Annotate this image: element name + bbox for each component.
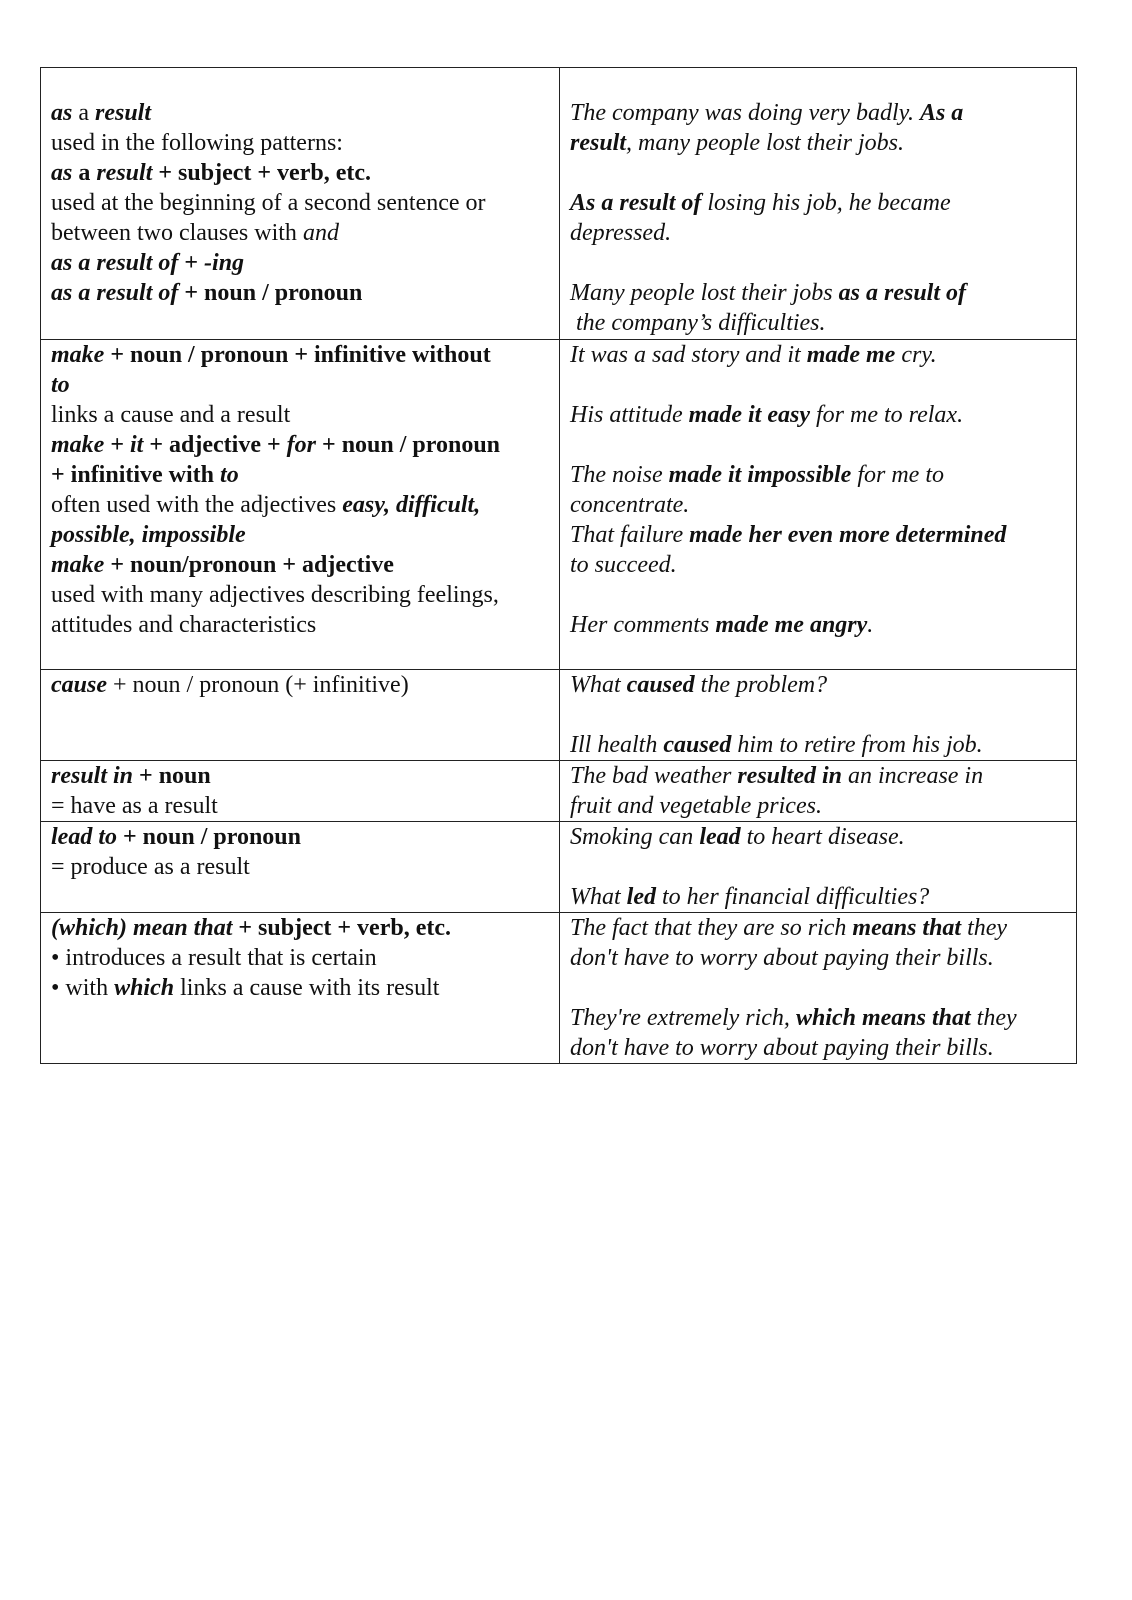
pattern-line: [51, 490, 549, 520]
pattern-line: [51, 913, 549, 943]
example-line: [570, 218, 1070, 248]
pattern-line: [51, 761, 549, 791]
text-segment: and: [302, 220, 339, 246]
example-line: [570, 580, 1070, 610]
text-segment: caused: [626, 672, 695, 698]
pattern-line: [51, 943, 549, 973]
example-line: [570, 400, 1070, 430]
cell-example-0: [560, 68, 1077, 340]
cell-pattern-0: [41, 68, 560, 340]
pattern-line: [51, 852, 549, 882]
pattern-line: [51, 188, 549, 218]
cell-example-1: [560, 340, 1077, 670]
text-segment: depressed.: [570, 220, 672, 246]
text-segment: between two clauses with: [51, 220, 303, 246]
example-line: [570, 520, 1070, 550]
text-segment: to her financial difficulties?: [656, 884, 930, 910]
text-segment: it: [130, 432, 144, 458]
example-line: [570, 882, 1070, 912]
text-segment: + noun / pronoun: [316, 432, 501, 458]
example-line: [570, 460, 1070, 490]
text-segment: links a cause with its result: [174, 975, 440, 1001]
text-segment: lead to: [51, 824, 117, 850]
pattern-line: [51, 520, 549, 550]
text-segment: as a result of: [51, 280, 179, 306]
text-segment: • with: [51, 975, 115, 1001]
example-line: [570, 730, 1070, 760]
pattern-line: [51, 158, 549, 188]
text-segment: • introduces a result that is certain: [51, 945, 377, 971]
example-line: [570, 128, 1070, 158]
example-line: [570, 791, 1070, 821]
example-line: [570, 248, 1070, 278]
text-segment: an increase in: [842, 763, 984, 789]
pattern-line: [51, 370, 549, 400]
text-segment: a: [72, 100, 95, 126]
text-segment: to: [51, 372, 70, 398]
text-segment: which means that: [795, 1005, 971, 1031]
text-segment: made me: [806, 342, 896, 368]
text-segment: + noun/pronoun + adjective: [104, 552, 394, 578]
pattern-line: [51, 400, 549, 430]
text-segment: the problem?: [694, 672, 828, 698]
text-segment: links a cause and a result: [51, 402, 291, 428]
text-segment: for me to relax.: [809, 402, 964, 428]
text-segment: What: [570, 672, 627, 698]
pattern-line: [51, 430, 549, 460]
text-segment: result: [96, 160, 153, 186]
pattern-line: [51, 550, 549, 580]
text-segment: result: [95, 100, 152, 126]
text-segment: , many people lost their jobs.: [626, 130, 904, 156]
text-segment: often used with the adjectives: [51, 492, 343, 518]
grammar-table: [40, 67, 1077, 1064]
text-segment: easy, difficult,: [342, 492, 481, 518]
example-line: [570, 278, 1070, 308]
text-segment: a: [72, 160, 97, 186]
text-segment: cry.: [895, 342, 937, 368]
cell-pattern-4: [41, 822, 560, 913]
example-line: [570, 340, 1070, 370]
text-segment: + subject + verb, etc.: [232, 915, 451, 941]
text-segment: = produce as a result: [51, 854, 250, 880]
text-segment: + noun / pronoun: [117, 824, 301, 850]
text-segment: make: [51, 432, 105, 458]
cell-example-5: [560, 913, 1077, 1064]
text-segment: Ill health: [570, 732, 664, 758]
text-segment: him to retire from his job.: [731, 732, 983, 758]
text-segment: Many people lost their jobs: [570, 280, 839, 306]
text-segment: the company’s difficulties.: [570, 310, 826, 336]
text-segment: Smoking can: [570, 824, 700, 850]
text-segment: The noise: [570, 462, 669, 488]
text-segment: used with many adjectives describing feelings,: [51, 582, 499, 608]
text-segment: (which) mean that: [51, 915, 233, 941]
text-segment: as: [51, 160, 73, 186]
pattern-line: [51, 218, 549, 248]
text-segment: Her comments: [570, 612, 716, 638]
pattern-line: [51, 98, 549, 128]
text-segment: As a: [919, 100, 964, 126]
cell-pattern-3: [41, 761, 560, 822]
example-line: [570, 1033, 1070, 1063]
cell-pattern-5: [41, 913, 560, 1064]
example-line: [570, 610, 1070, 640]
text-segment: The bad weather: [570, 763, 738, 789]
text-segment: made me angry: [715, 612, 868, 638]
example-line: [570, 308, 1070, 338]
table-row: [41, 68, 1077, 340]
pattern-line: [51, 340, 549, 370]
example-line: [570, 550, 1070, 580]
text-segment: caused: [663, 732, 732, 758]
text-segment: as a result of: [51, 250, 179, 276]
example-line: [570, 700, 1070, 730]
example-line: [570, 973, 1070, 1003]
text-segment: made her even more determined: [689, 522, 1007, 548]
text-segment: = have as a result: [51, 793, 218, 819]
text-segment: + noun / pronoun + infinitive without: [104, 342, 491, 368]
table-row: [41, 822, 1077, 913]
table-row: [41, 670, 1077, 761]
example-line: [570, 158, 1070, 188]
pattern-line: [51, 610, 549, 640]
example-line: [570, 943, 1070, 973]
pattern-line: [51, 791, 549, 821]
text-segment: to heart disease.: [740, 824, 905, 850]
text-segment: It was a sad story and it: [570, 342, 807, 368]
text-segment: cause: [51, 672, 107, 698]
table-row: [41, 761, 1077, 822]
text-segment: result in: [51, 763, 134, 789]
example-line: [570, 761, 1070, 791]
example-line: [570, 98, 1070, 128]
example-line: [570, 822, 1070, 852]
text-segment: which: [114, 975, 175, 1001]
cell-pattern-2: [41, 670, 560, 761]
pattern-line: [51, 580, 549, 610]
text-segment: for: [286, 432, 317, 458]
text-segment: -ing: [204, 250, 245, 276]
text-segment: + noun: [133, 763, 211, 789]
text-segment: led: [626, 884, 656, 910]
example-line: [570, 670, 1070, 700]
text-segment: concentrate.: [570, 492, 690, 518]
text-segment: made it easy: [688, 402, 810, 428]
text-segment: + infinitive with: [51, 462, 221, 488]
text-segment: don't have to worry about paying their bills.: [570, 945, 994, 971]
text-segment: losing his job, he became: [701, 190, 951, 216]
text-segment: attitudes and characteristics: [51, 612, 317, 638]
text-segment: As a result of: [570, 190, 702, 216]
text-segment: The company was doing very badly.: [570, 100, 920, 126]
text-segment: they: [970, 1005, 1017, 1031]
pattern-line: [51, 670, 549, 700]
text-segment: lead: [699, 824, 741, 850]
pattern-line: [51, 248, 549, 278]
text-segment: to succeed.: [570, 552, 677, 578]
text-segment: What: [570, 884, 627, 910]
text-segment: make: [51, 552, 105, 578]
text-segment: as a result of: [838, 280, 966, 306]
text-segment: means that: [852, 915, 962, 941]
grammar-table-body: [41, 68, 1077, 1064]
text-segment: as: [51, 100, 73, 126]
text-segment: don't have to worry about paying their bills.: [570, 1035, 994, 1061]
cell-pattern-1: [41, 340, 560, 670]
text-segment: + adjective +: [143, 432, 287, 458]
text-segment: they: [961, 915, 1008, 941]
cell-example-4: [560, 822, 1077, 913]
text-segment: made it impossible: [668, 462, 852, 488]
cell-example-2: [560, 670, 1077, 761]
cell-example-3: [560, 761, 1077, 822]
text-segment: result: [570, 130, 627, 156]
example-line: [570, 913, 1070, 943]
text-segment: possible, impossible: [51, 522, 246, 548]
text-segment: That failure: [570, 522, 690, 548]
example-line: [570, 1003, 1070, 1033]
pattern-line: [51, 278, 549, 308]
text-segment: for me to: [851, 462, 945, 488]
text-segment: His attitude: [570, 402, 689, 428]
text-segment: The fact that they are so rich: [570, 915, 853, 941]
example-line: [570, 430, 1070, 460]
example-line: [570, 370, 1070, 400]
table-row: [41, 913, 1077, 1064]
example-line: [570, 852, 1070, 882]
text-segment: + noun / pronoun (+ infinitive): [107, 672, 409, 698]
text-segment: + subject + verb, etc.: [152, 160, 371, 186]
text-segment: + noun / pronoun: [178, 280, 363, 306]
pattern-line: [51, 822, 549, 852]
text-segment: resulted in: [737, 763, 843, 789]
pattern-line: [51, 973, 549, 1003]
text-segment: used at the beginning of a second sentence or: [51, 190, 486, 216]
example-line: [570, 188, 1070, 218]
text-segment: used in the following patterns:: [51, 130, 343, 156]
example-line: [570, 490, 1070, 520]
text-segment: They're extremely rich,: [570, 1005, 796, 1031]
text-segment: +: [178, 250, 205, 276]
text-segment: fruit and vegetable prices.: [570, 793, 822, 819]
text-segment: +: [104, 432, 131, 458]
text-segment: to: [220, 462, 239, 488]
pattern-line: [51, 128, 549, 158]
table-row: [41, 340, 1077, 670]
text-segment: make: [51, 342, 105, 368]
text-segment: .: [867, 612, 874, 638]
pattern-line: [51, 460, 549, 490]
